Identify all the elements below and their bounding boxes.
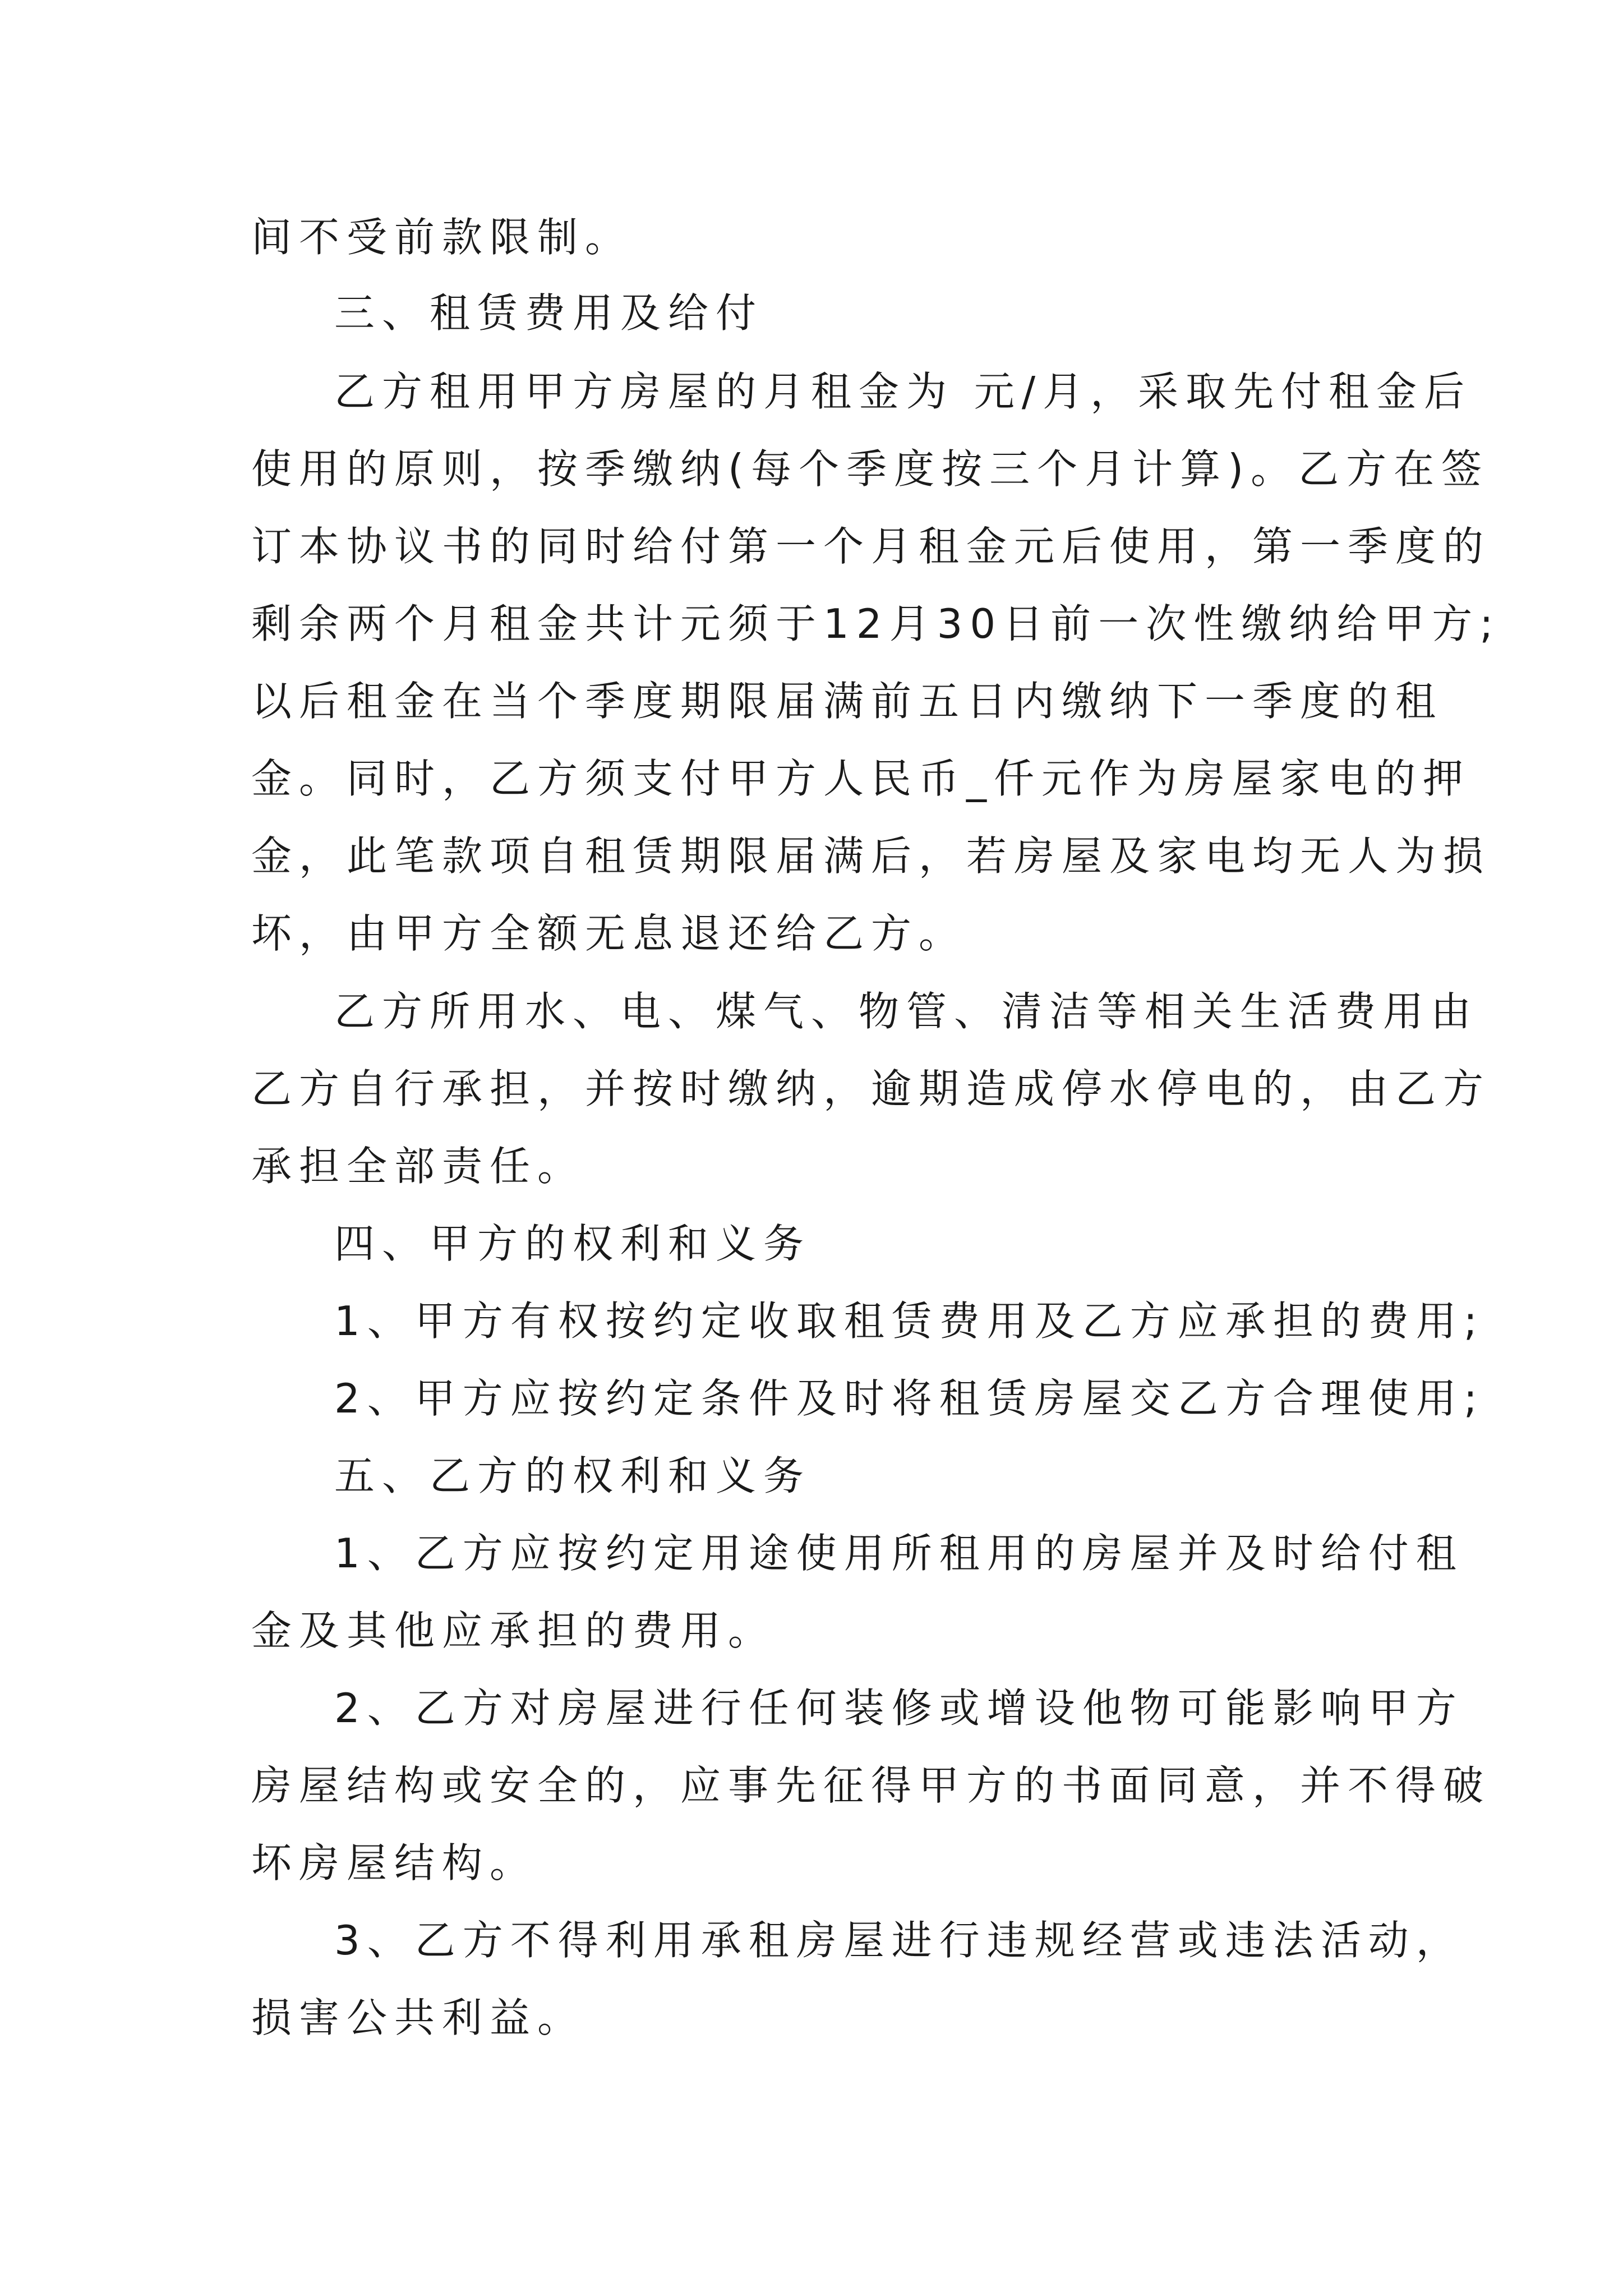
- list-item: 1、乙方应按约定用途使用所租用的房屋并及时给付租: [334, 1530, 1464, 1577]
- body-text-line: 剩余两个月租金共计元须于12月30日前一次性缴纳给甲方;: [251, 600, 1501, 647]
- body-text-line: 金及其他应承担的费用。: [251, 1607, 776, 1654]
- body-text-line: 间不受前款限制。: [251, 214, 633, 261]
- body-text-line: 金。同时，乙方须支付甲方人民币_仟元作为房屋家电的押: [251, 755, 1471, 802]
- list-item: 3、乙方不得利用承租房屋进行违规经营或违法活动，: [334, 1917, 1464, 1964]
- body-text-line: 承担全部责任。: [251, 1143, 585, 1190]
- body-text-line: 坏，由甲方全额无息退还给乙方。: [251, 910, 967, 957]
- body-text-line: 以后租金在当个季度期限届满前五日内缴纳下一季度的租: [251, 678, 1444, 725]
- body-text-line: 损害公共利益。: [251, 1994, 585, 2041]
- body-text-line: 使用的原则，按季缴纳(每个季度按三个月计算)。乙方在签: [251, 445, 1490, 493]
- section-heading: 四、甲方的权利和义务: [334, 1220, 811, 1267]
- section-heading: 五、乙方的权利和义务: [334, 1452, 811, 1499]
- body-text-line: 坏房屋结构。: [251, 1839, 538, 1887]
- body-text-line: 乙方所用水、电、煤气、物管、清洁等相关生活费用由: [334, 988, 1479, 1035]
- list-item: 2、甲方应按约定条件及时将租赁房屋交乙方合理使用;: [334, 1375, 1485, 1422]
- section-heading: 三、租赁费用及给付: [334, 289, 764, 337]
- body-text-line: 乙方自行承担，并按时缴纳，逾期造成停水停电的，由乙方: [251, 1065, 1491, 1112]
- body-text-line: 乙方租用甲方房屋的月租金为 元/月，采取先付租金后: [334, 368, 1472, 415]
- body-text-line: 房屋结构或安全的，应事先征得甲方的书面同意，并不得破: [251, 1762, 1491, 1809]
- body-text-line: 金，此笔款项自租赁期限届满后，若房屋及家电均无人为损: [251, 832, 1491, 880]
- list-item: 1、甲方有权按约定收取租赁费用及乙方应承担的费用;: [334, 1297, 1485, 1345]
- body-text-line: 订本协议书的同时给付第一个月租金元后使用，第一季度的: [251, 523, 1491, 570]
- list-item: 2、乙方对房屋进行任何装修或增设他物可能影响甲方: [334, 1685, 1464, 1732]
